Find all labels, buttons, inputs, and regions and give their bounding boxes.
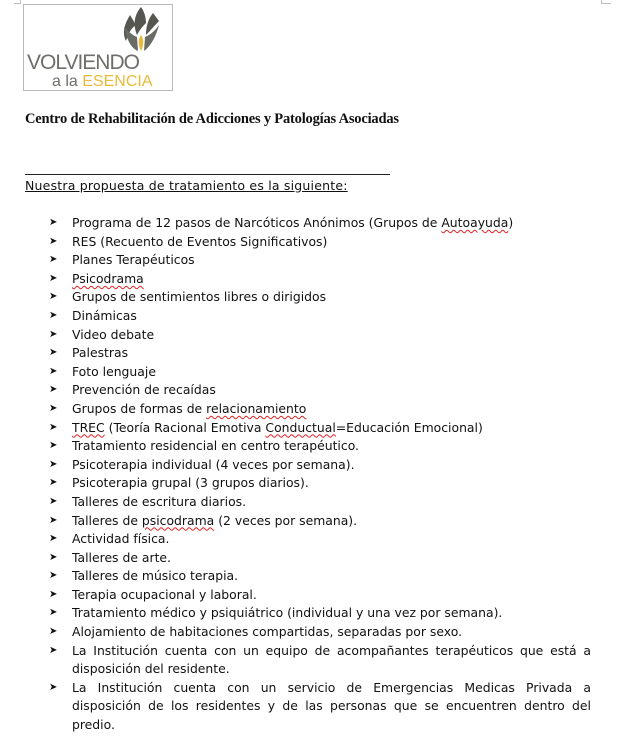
spellcheck-flagged-word: Psicodrama bbox=[72, 270, 144, 286]
list-item-text: Grupos de sentimientos libres o dirigidos bbox=[72, 289, 327, 305]
spellcheck-flagged-word: Autoayuda bbox=[441, 215, 509, 230]
list-item bbox=[49, 642, 591, 679]
list-item bbox=[49, 288, 591, 307]
arrowhead-bullet-icon: ➤ bbox=[49, 570, 58, 582]
margin-corner-mark bbox=[14, 3, 21, 4]
list-item bbox=[49, 623, 591, 642]
horizontal-rule bbox=[25, 174, 390, 175]
arrowhead-bullet-icon: ➤ bbox=[49, 254, 58, 266]
arrowhead-bullet-icon: ➤ bbox=[49, 402, 58, 414]
logo bbox=[23, 4, 173, 91]
logo-subtitle-accent: ESENCIA bbox=[82, 73, 153, 90]
list-item bbox=[49, 567, 591, 586]
list-item bbox=[49, 437, 591, 456]
list-item bbox=[49, 530, 591, 549]
logo-subtitle bbox=[52, 73, 153, 91]
list-item-text: =Educación Emocional) bbox=[335, 419, 483, 435]
arrowhead-bullet-icon: ➤ bbox=[49, 514, 58, 526]
arrowhead-bullet-icon: ➤ bbox=[49, 607, 58, 619]
list-item-text: (Teoría Racional Emotiva bbox=[104, 419, 266, 435]
logo-title: VOLVIENDO bbox=[27, 51, 139, 74]
list-item bbox=[49, 419, 591, 438]
center-title: Centro de Rehabilitación de Adicciones y Patologías Asociadas bbox=[25, 111, 399, 127]
spellcheck-flagged-word: TREC bbox=[72, 419, 105, 435]
arrowhead-bullet-icon: ➤ bbox=[49, 533, 58, 545]
list-item-text: Video debate bbox=[72, 326, 155, 342]
list-item bbox=[49, 679, 591, 735]
spellcheck-flagged-word: Conductual bbox=[265, 419, 336, 435]
list-item-text: Planes Terapéuticos bbox=[72, 252, 195, 268]
treatment-list bbox=[49, 214, 591, 735]
list-item-text: Dinámicas bbox=[72, 307, 137, 323]
arrowhead-bullet-icon: ➤ bbox=[49, 235, 58, 247]
list-item-text: Tratamiento médico y psiquiátrico (individual y una vez por semana). bbox=[72, 605, 503, 621]
list-item-text: Foto lenguaje bbox=[72, 363, 156, 379]
arrowhead-bullet-icon: ➤ bbox=[49, 328, 58, 340]
list-item-text: La Institución cuenta con un equipo de acompañantes terapéuticos que está a disposición del residente. bbox=[72, 642, 591, 677]
list-item bbox=[49, 307, 591, 326]
list-item bbox=[49, 214, 591, 233]
arrowhead-bullet-icon: ➤ bbox=[49, 291, 58, 303]
list-item bbox=[49, 604, 591, 623]
list-item-text: (2 veces por semana). bbox=[214, 512, 358, 528]
list-item-text: Actividad física. bbox=[72, 531, 170, 547]
list-item bbox=[49, 549, 591, 568]
list-item-text: Talleres de bbox=[72, 512, 142, 528]
list-item-text: Terapia ocupacional y laboral. bbox=[72, 586, 257, 602]
list-item bbox=[49, 270, 591, 289]
arrowhead-bullet-icon: ➤ bbox=[49, 458, 58, 470]
list-item-text: Programa de 12 pasos de Narcóticos Anónimos (Grupos de bbox=[72, 215, 442, 230]
arrowhead-bullet-icon: ➤ bbox=[49, 421, 58, 433]
list-item bbox=[49, 512, 591, 531]
list-item bbox=[49, 400, 591, 419]
spellcheck-flagged-word: relacionamiento bbox=[206, 400, 307, 416]
arrowhead-bullet-icon: ➤ bbox=[49, 217, 58, 228]
arrowhead-bullet-icon: ➤ bbox=[49, 309, 58, 321]
spellcheck-flagged-word: psicodrama bbox=[141, 512, 215, 528]
logo-subtitle-prefix: a la bbox=[52, 73, 83, 90]
arrowhead-bullet-icon: ➤ bbox=[49, 365, 58, 377]
list-item-text: Tratamiento residencial en centro terapéutico. bbox=[72, 438, 359, 454]
list-item-text: Grupos de formas de bbox=[72, 400, 207, 416]
arrowhead-bullet-icon: ➤ bbox=[49, 644, 58, 656]
arrowhead-bullet-icon: ➤ bbox=[49, 495, 58, 507]
arrowhead-bullet-icon: ➤ bbox=[49, 384, 58, 396]
arrowhead-bullet-icon: ➤ bbox=[49, 272, 58, 284]
arrowhead-bullet-icon: ➤ bbox=[49, 551, 58, 563]
arrowhead-bullet-icon: ➤ bbox=[49, 588, 58, 600]
arrowhead-bullet-icon: ➤ bbox=[49, 477, 58, 489]
list-item-text: Psicoterapia individual (4 veces por semana). bbox=[72, 456, 355, 472]
list-item-text: Alojamiento de habitaciones compartidas, separadas por sexo. bbox=[72, 624, 463, 640]
list-item bbox=[49, 251, 591, 270]
list-item-text: Talleres de escritura diarios. bbox=[72, 493, 247, 509]
list-item-text: Psicoterapia grupal (3 grupos diarios). bbox=[72, 475, 309, 491]
arrowhead-bullet-icon: ➤ bbox=[49, 440, 58, 452]
arrowhead-bullet-icon: ➤ bbox=[49, 681, 58, 693]
list-item bbox=[49, 326, 591, 345]
margin-corner-mark bbox=[601, 3, 611, 4]
list-item-text: Talleres de músico terapia. bbox=[72, 568, 239, 584]
list-item bbox=[49, 344, 591, 363]
list-item bbox=[49, 586, 591, 605]
list-item bbox=[49, 363, 591, 382]
arrowhead-bullet-icon: ➤ bbox=[49, 347, 58, 359]
list-item-text: La Institución cuenta con un servicio de Emergencias Medicas Privada a disposición de los residentes y de las personas que se encuentren dentro del predio. bbox=[72, 679, 591, 733]
list-item bbox=[49, 456, 591, 475]
list-item-text: ) bbox=[508, 215, 514, 230]
list-item-text: RES (Recuento de Eventos Significativos) bbox=[72, 233, 328, 249]
list-item bbox=[49, 493, 591, 512]
list-item bbox=[49, 381, 591, 400]
section-subtitle: Nuestra propuesta de tratamiento es la siguiente: bbox=[25, 178, 348, 193]
arrowhead-bullet-icon: ➤ bbox=[49, 626, 58, 638]
list-item-text: Prevención de recaídas bbox=[72, 382, 216, 398]
list-item bbox=[49, 233, 591, 252]
list-item-text: Palestras bbox=[72, 345, 129, 361]
list-item bbox=[49, 474, 591, 493]
list-item-text: Talleres de arte. bbox=[72, 549, 171, 565]
